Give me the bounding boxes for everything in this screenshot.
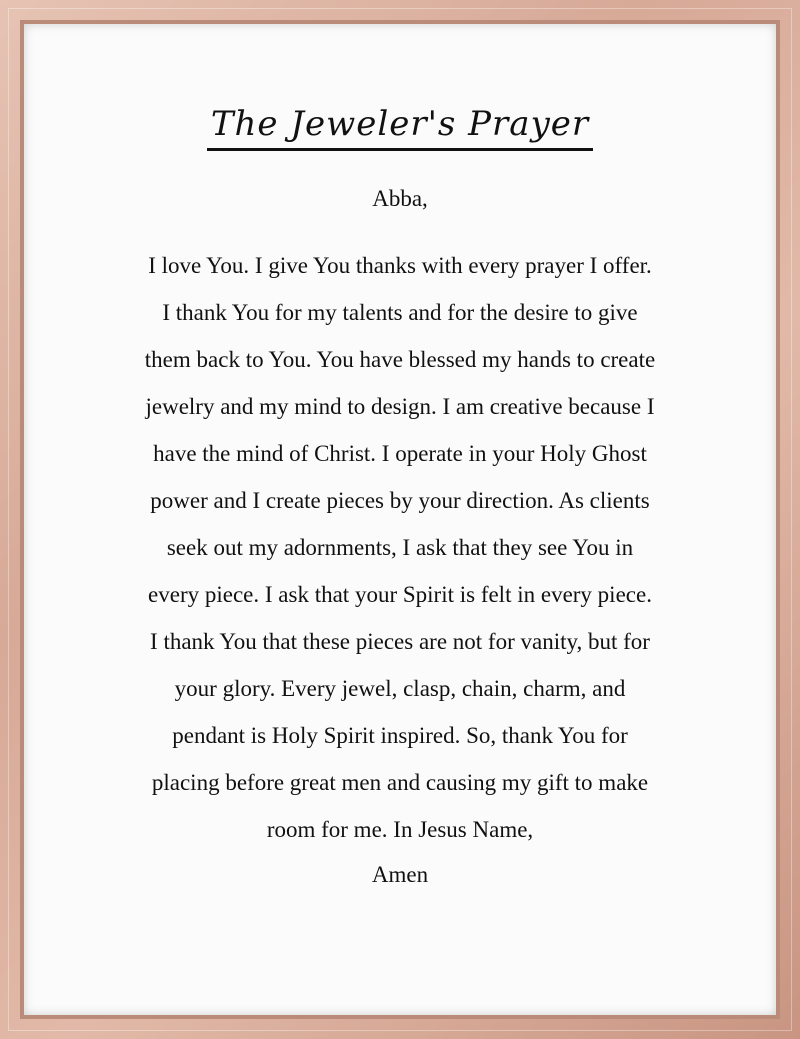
closing-amen: Amen	[371, 862, 429, 887]
body-line: power and I create pieces by your direction. As clients	[150, 488, 650, 513]
body-line: your glory. Every jewel, clasp, chain, charm, and	[174, 676, 626, 701]
greeting: Abba,	[372, 186, 428, 211]
body-line: seek out my adornments, I ask that they see You in	[166, 535, 634, 560]
body-line: room for me. In Jesus Name,	[266, 817, 534, 842]
frame-inner-edge	[20, 20, 780, 1019]
body-line: jewelry and my mind to design. I am creative because I	[145, 394, 655, 419]
prayer-title: The Jeweler's Prayer	[207, 102, 593, 151]
body-line: I love You. I give You thanks with every prayer I offer.	[148, 253, 652, 278]
body-line: every piece. I ask that your Spirit is felt in every piece.	[148, 582, 652, 607]
body-line: have the mind of Christ. I operate in your Holy Ghost	[153, 441, 647, 466]
body-line: placing before great men and causing my gift to make	[151, 770, 649, 795]
body-line: them back to You. You have blessed my hands to create	[144, 347, 656, 372]
prayer-body	[24, 242, 776, 853]
body-line: I thank You for my talents and for the desire to give	[162, 300, 638, 325]
title-container	[24, 102, 776, 151]
body-line: pendant is Holy Spirit inspired. So, thank You for	[172, 723, 628, 748]
prayer-document	[24, 24, 776, 1015]
body-line: I thank You that these pieces are not for vanity, but for	[150, 629, 650, 654]
